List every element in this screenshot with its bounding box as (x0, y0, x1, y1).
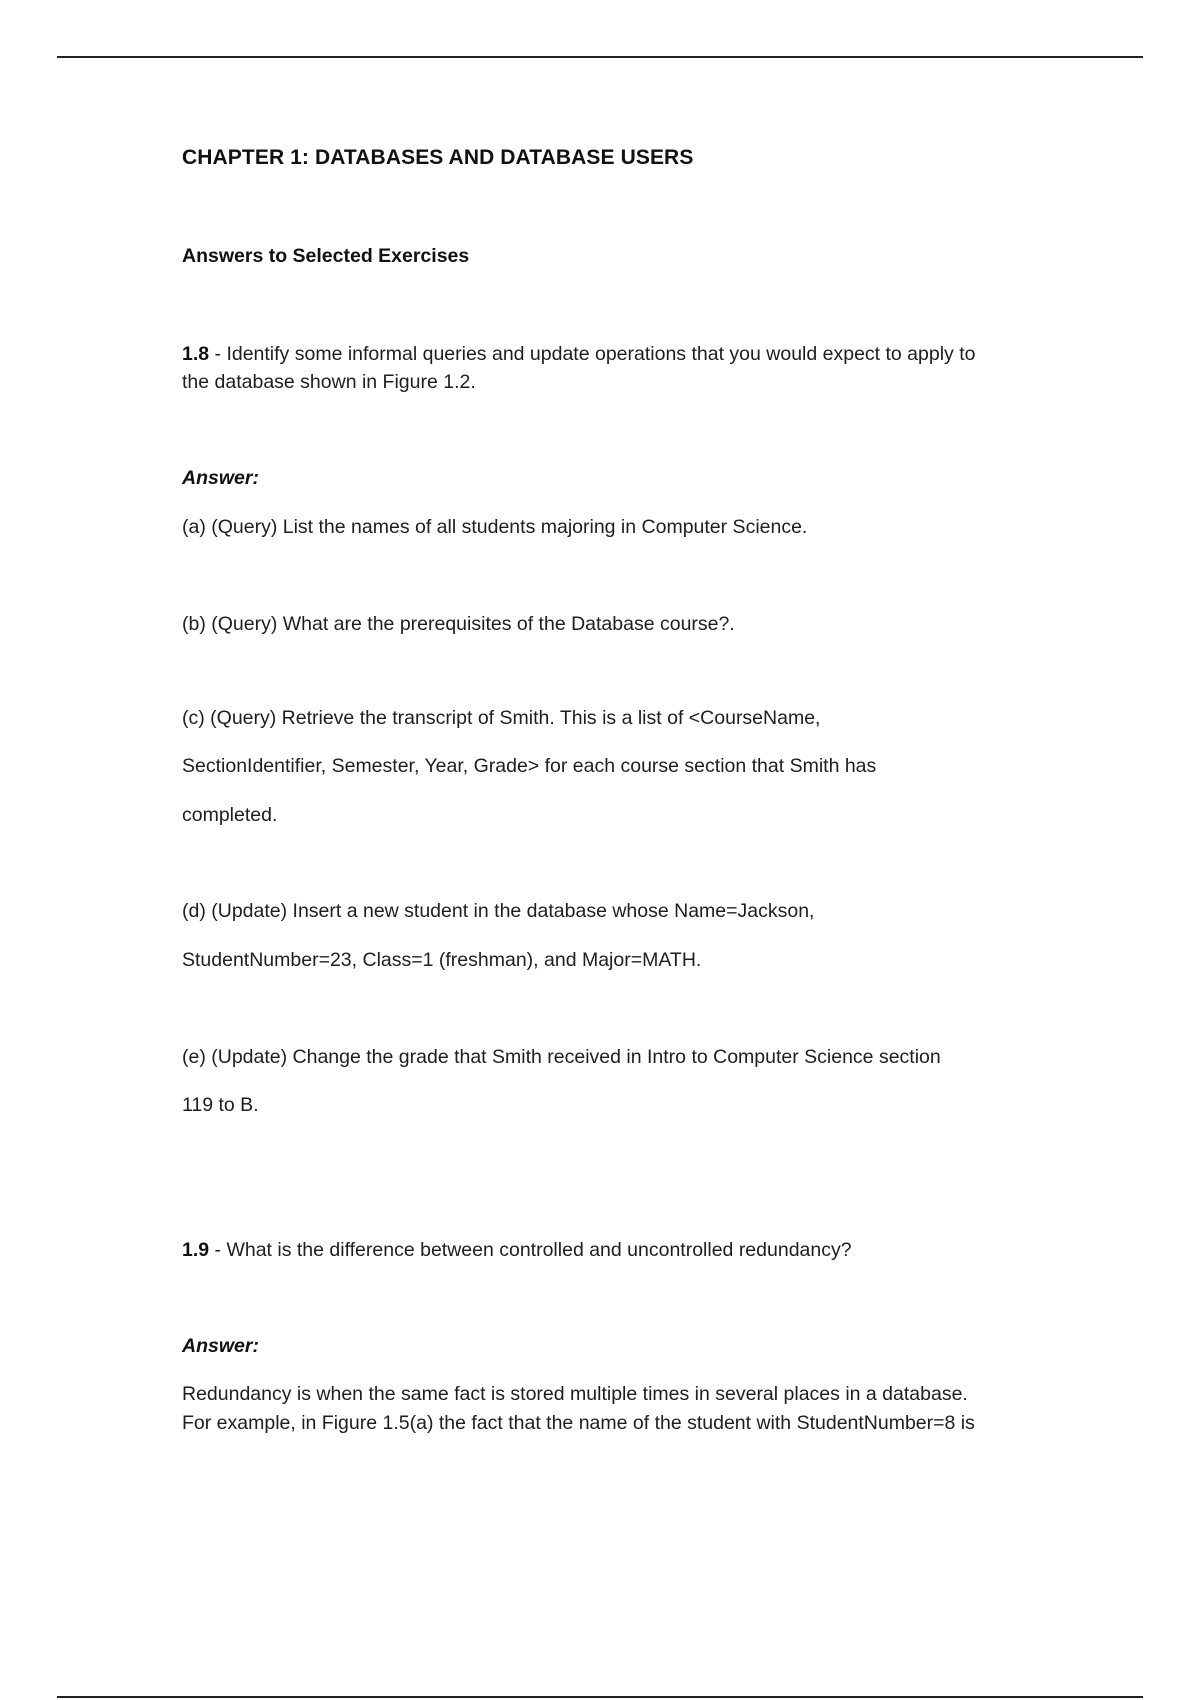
exercise-1-8-question-line-2: the database shown in Figure 1.2. (182, 371, 476, 393)
exercise-1-9-question (182, 1236, 852, 1264)
chapter-title: CHAPTER 1: DATABASES AND DATABASE USERS (182, 146, 694, 169)
answer-item-a: (a) (Query) List the names of all students majoring in Computer Science. (182, 516, 808, 538)
answer-item-e-line-1: (e) (Update) Change the grade that Smith received in Intro to Computer Science section (182, 1046, 941, 1068)
bottom-rule (57, 1696, 1143, 1698)
answer-paragraph-line-1: Redundancy is when the same fact is stored multiple times in several places in a database. (182, 1383, 968, 1405)
question-text: - Identify some informal queries and update operations that you would expect to apply to (209, 343, 976, 365)
answer-item-b: (b) (Query) What are the prerequisites of the Database course?. (182, 613, 735, 635)
answer-label: Answer: (182, 467, 259, 489)
answer-paragraph-line-2: For example, in Figure 1.5(a) the fact that the name of the student with StudentNumber=8 is (182, 1412, 975, 1434)
answer-item-d-line-1: (d) (Update) Insert a new student in the database whose Name=Jackson, (182, 900, 815, 922)
answer-item-c-line-3: completed. (182, 804, 278, 826)
exercise-1-8-question-line-1 (182, 340, 975, 368)
answer-item-c-line-2: SectionIdentifier, Semester, Year, Grade> for each course section that Smith has (182, 755, 877, 777)
question-text: - What is the difference between controlled and uncontrolled redundancy? (209, 1239, 852, 1261)
exercise-number: 1.9 (182, 1239, 210, 1261)
answer-item-d-line-2: StudentNumber=23, Class=1 (freshman), and Major=MATH. (182, 949, 702, 971)
answer-item-c-line-1: (c) (Query) Retrieve the transcript of Smith. This is a list of <CourseName, (182, 707, 821, 729)
exercise-number: 1.8 (182, 343, 210, 365)
section-title: Answers to Selected Exercises (182, 245, 470, 267)
answer-label: Answer: (182, 1335, 259, 1357)
top-rule (57, 56, 1143, 58)
answer-item-e-line-2: 119 to B. (182, 1094, 259, 1116)
